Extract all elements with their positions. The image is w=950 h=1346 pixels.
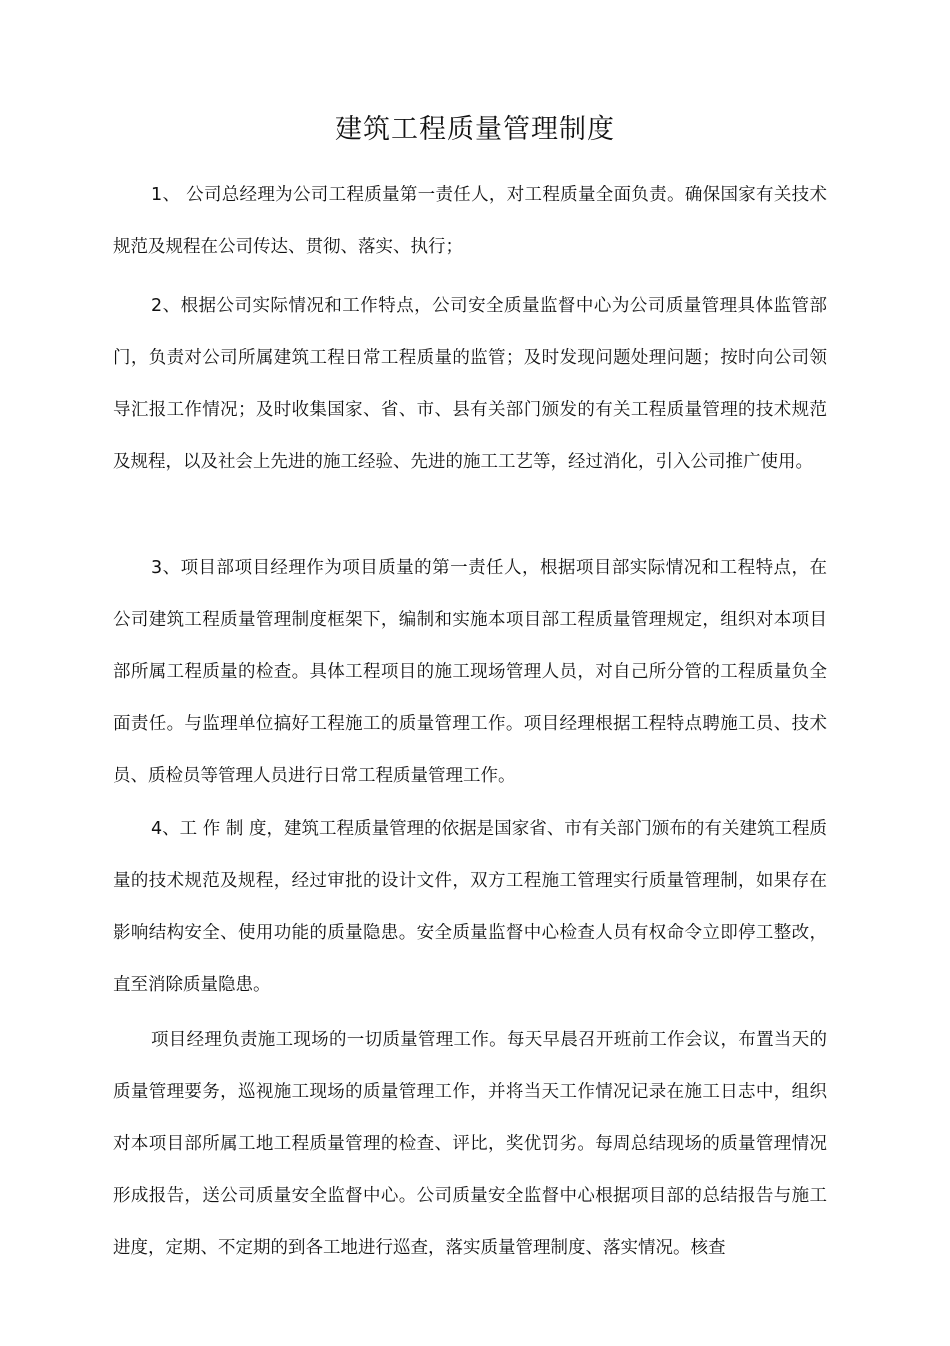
paragraph-5: 项目经理负责施工现场的一切质量管理工作。每天早晨召开班前工作会议，布置当天的质量管理要务，巡视施工现场的质量管理工作，并将当天工作情况记录在施工日志中，组织对本项目部所属工地工程质量管理的检查、评比，奖优罚劣。每周总结现场的质量管理情况形成报告，送公司质量安全监督中心。公司质量安全监督中心根据项目部的总结报告与施工进度，定期、不定期的到各工地进行巡查，落实质量管理制度、落实情况。核查 (113, 1030, 827, 1258)
document-title: 建筑工程质量管理制度 (335, 114, 615, 145)
paragraph-3: 3、项目部项目经理作为项目质量的第一责任人，根据项目部实际情况和工程特点，在公司建筑工程质量管理制度框架下，编制和实施本项目部工程质量管理规定，组织对本项目部所属工程质量的检查。具体工程项目的施工现场管理人员，对自己所分管的工程质量负全面责任。与监理单位搞好工程施工的质量管理工作。项目经理根据工程特点聘施工员、技术员、质检员等管理人员进行日常工程质量管理工作。 (113, 558, 827, 786)
paragraph-1: 1、 公司总经理为公司工程质量第一责任人，对工程质量全面负责。确保国家有关技术规范及规程在公司传达、贯彻、落实、执行； (113, 185, 827, 257)
paragraph-4: 4、工 作 制 度，建筑工程质量管理的依据是国家省、市有关部门颁布的有关建筑工程质量的技术规范及规程，经过审批的设计文件，双方工程施工管理实行质量管理制，如果存在影响结构安全、使用功能的质量隐患。安全质量监督中心检查人员有权命令立即停工整改，直至消除质量隐患。 (113, 819, 827, 995)
paragraph-2: 2、根据公司实际情况和工作特点，公司安全质量监督中心为公司质量管理具体监管部门，负责对公司所属建筑工程日常工程质量的监管；及时发现问题处理问题；按时向公司领导汇报工作情况；及时收集国家、省、市、县有关部门颁发的有关工程质量管理的技术规范及规程，以及社会上先进的施工经验、先进的施工工艺等，经过消化，引入公司推广使用。 (113, 296, 827, 472)
